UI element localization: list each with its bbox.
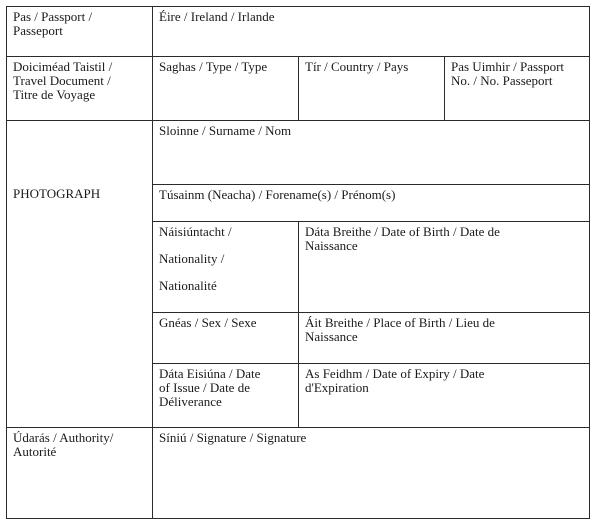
- date-of-issue-cell: [152, 363, 299, 428]
- place-of-birth-label: Áit Breithe / Place of Birth / Lieu de Naissance: [305, 315, 495, 344]
- photograph-label: PHOTOGRAPH: [13, 186, 101, 201]
- signature-label: Síniú / Signature / Signature: [159, 430, 307, 445]
- authority-cell: [6, 427, 153, 519]
- photograph-cell: [6, 120, 153, 428]
- type-cell: [152, 56, 299, 121]
- sex-label: Gnéas / Sex / Sexe: [159, 315, 257, 330]
- passport-label-cell: [6, 6, 153, 57]
- country-label: Tír / Country / Pays: [305, 59, 409, 74]
- date-of-issue-label: Dáta Eisiúna / Date of Issue / Date de Déliverance: [159, 366, 261, 409]
- country-header-cell: [152, 6, 590, 57]
- country-header: Éire / Ireland / Irlande: [159, 9, 275, 24]
- travel-document-label: Doiciméad Taistil / Travel Document / Titre de Voyage: [13, 59, 113, 102]
- authority-label: Údarás / Authority/ Autorité: [13, 430, 114, 459]
- passport-number-cell: [444, 56, 590, 121]
- place-of-birth-cell: [298, 312, 590, 364]
- surname-cell: [152, 120, 590, 185]
- country-cell: [298, 56, 445, 121]
- nationality-line-french: Nationalité: [159, 278, 217, 293]
- forenames-label: Túsainm (Neacha) / Forename(s) / Prénom(s): [159, 187, 396, 202]
- nationality-line-english: Nationality /: [159, 251, 225, 266]
- signature-cell: [152, 427, 590, 519]
- passport-number-label: Pas Uimhir / Passport No. / No. Passeport: [451, 59, 565, 88]
- type-label: Saghas / Type / Type: [159, 59, 268, 74]
- date-of-expiry-label: As Feidhm / Date of Expiry / Date d'Expiration: [305, 366, 485, 395]
- date-of-birth-label: Dáta Breithe / Date of Birth / Date de Naissance: [305, 224, 500, 253]
- passport-label: Pas / Passport / Passeport: [13, 9, 93, 38]
- date-of-expiry-cell: [298, 363, 590, 428]
- nationality-cell: [152, 221, 299, 313]
- sex-cell: [152, 312, 299, 364]
- date-of-birth-cell: [298, 221, 590, 313]
- forenames-cell: [152, 184, 590, 222]
- nationality-line-irish: Náisiúntacht /: [159, 224, 232, 239]
- surname-label: Sloinne / Surname / Nom: [159, 123, 292, 138]
- travel-document-cell: [6, 56, 153, 121]
